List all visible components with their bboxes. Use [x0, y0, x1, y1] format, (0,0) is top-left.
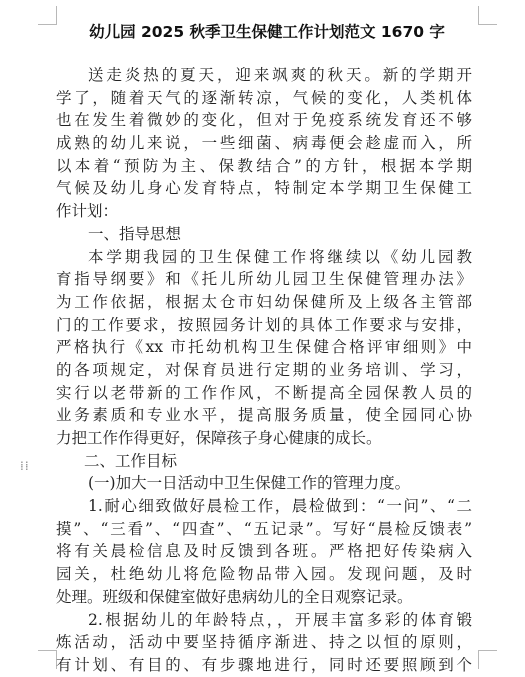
document-title: 幼儿园 2025 秋季卫生保健工作计划范文 1670 字: [89, 23, 445, 41]
text-line: 育指导纲要》和《托儿所幼儿园卫生保健管理办法》: [56, 270, 472, 289]
text-line: 有计划、有目的、有步骤地进行，同时还要照顾到个: [56, 655, 472, 674]
text-line: 2.根据幼儿的年龄特点，，开展丰富多彩的体育锻: [88, 610, 472, 629]
intro-paragraph: [56, 64, 472, 223]
text-line: 也在发生着微妙的变化，但对于免疫系统发育还不够: [56, 111, 472, 130]
document-body: [56, 64, 472, 677]
crop-mark-top-right: [478, 6, 497, 25]
text-line: 处理。班级和保健室做好患病幼儿的全日观察记录。: [56, 587, 413, 606]
text-line: 园关，杜绝幼儿将危险物品带入园。发现问题，及时: [56, 565, 472, 584]
drag-handle-icon[interactable]: ⁞⁞: [20, 459, 30, 473]
text-line: 为工作依据，根据太仓市妇幼保健所及上级各主管部: [56, 292, 472, 311]
text-line: 气候及幼儿身心发育特点，特制定本学期卫生保健工: [56, 179, 472, 198]
crop-mark-top-left: [38, 6, 57, 25]
text-line: 成熟的幼儿来说，一些细菌、病毒便会趁虚而入，所: [56, 134, 472, 153]
text-line: 炼活动，活动中要坚持循序渐进、持之以恒的原则，: [56, 633, 472, 652]
subsection-heading: (一)加大一日活动中卫生保健工作的管理力度。: [88, 474, 411, 493]
section-heading-guiding-ideology: 一、指导思想: [88, 224, 182, 243]
section1-paragraph: [56, 246, 472, 450]
text-line: 实行以老带新的工作作风，不断提高全园保教人员的: [56, 383, 472, 402]
text-line: 的各项规定，对保育员进行定期的业务培训、学习，: [56, 360, 472, 379]
text-line: 学了，随着天气的逐渐转凉，气候的变化，人类机体: [56, 88, 472, 107]
text-line: 1.耐心细致做好晨检工作，晨检做到：“一问”、“二: [88, 497, 472, 516]
section-heading-work-goals: 二、工作目标: [84, 451, 178, 470]
crop-mark-bottom-left: [38, 650, 57, 669]
text-line: 业务素质和专业水平，提高服务质量，使全园同心协: [56, 406, 472, 425]
text-line: 门的工作要求，按照园务计划的具体工作要求与安排，: [56, 315, 472, 334]
crop-mark-bottom-right: [478, 650, 497, 669]
text-line: 送走炎热的夏天，迎来飒爽的秋天。新的学期开: [88, 66, 472, 84]
item2-paragraph: [56, 609, 472, 677]
text-line: 摸”、“三看”、“四查”、“五记录”。写好“晨检反馈表”: [56, 519, 472, 538]
text-line: 将有关晨检信息及时反馈到各班。严格把好传染病入: [56, 542, 472, 561]
text-line: 本学期我园的卫生保健工作将继续以《幼儿园教: [88, 247, 472, 266]
text-line: 作计划：: [56, 202, 119, 221]
item1-paragraph: [56, 495, 472, 608]
text-line: 以本着“预防为主、保教结合”的方针，根据本学期: [56, 156, 472, 175]
text-line: 严格执行《xx 市托幼机构卫生保健合格评审细则》中: [56, 338, 472, 357]
text-line: 力把工作作得更好，保障孩子身心健康的成长。: [56, 429, 382, 447]
